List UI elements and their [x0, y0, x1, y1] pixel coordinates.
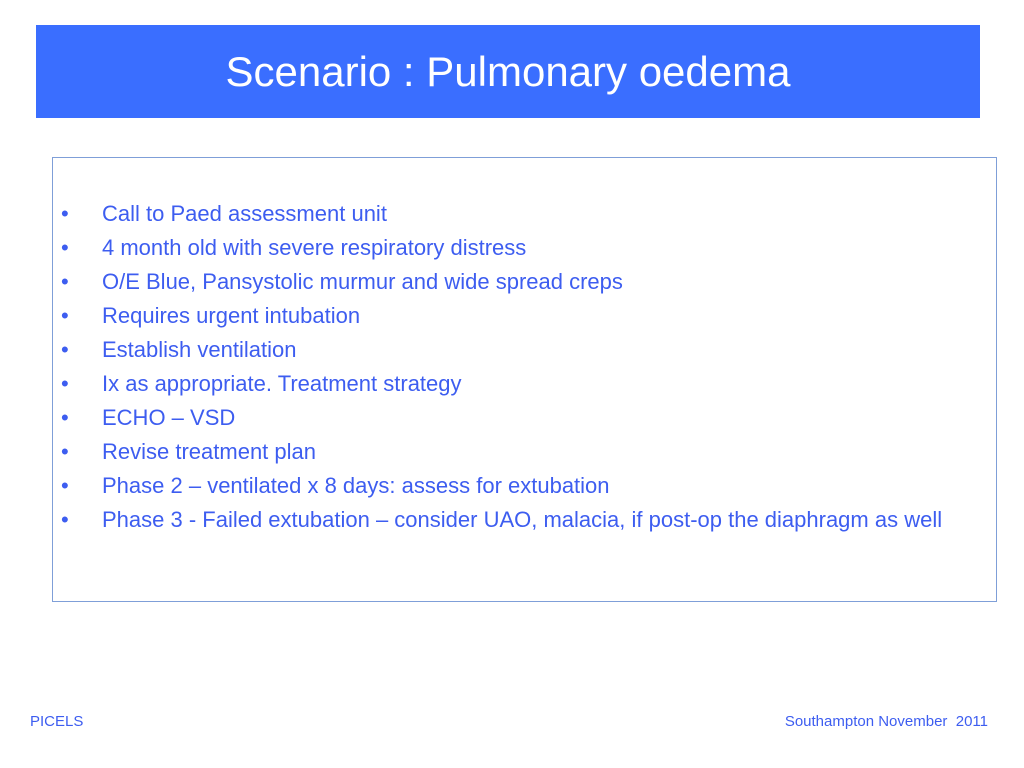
bullet-item	[61, 302, 961, 329]
bullet-glyph: •	[61, 303, 69, 328]
bullet-glyph: •	[61, 337, 69, 362]
bullet-text: 4 month old with severe respiratory distress	[102, 235, 527, 260]
footer-location-date: Southampton November 2011	[784, 713, 988, 730]
bullet-text: Requires urgent intubation	[102, 303, 361, 328]
bullet-item	[61, 438, 961, 465]
bullet-item	[61, 506, 961, 533]
bullet-text: Phase 3 - Failed extubation – consider UAO, malacia, if post-op the diaphragm as well	[102, 507, 943, 532]
bullet-glyph: •	[61, 405, 69, 430]
bullet-item	[61, 404, 961, 431]
bullet-item	[61, 234, 961, 261]
bullet-glyph: •	[61, 371, 69, 396]
bullet-text: O/E Blue, Pansystolic murmur and wide spread creps	[102, 269, 623, 294]
content-box	[52, 157, 997, 602]
bullet-glyph: •	[61, 439, 69, 464]
slide-title: Scenario : Pulmonary oedema	[225, 47, 791, 95]
bullet-text: Phase 2 – ventilated x 8 days: assess for extubation	[102, 473, 610, 498]
bullet-glyph: •	[61, 269, 69, 294]
bullet-item	[61, 370, 961, 397]
bullet-glyph: •	[61, 201, 69, 226]
bullet-item	[61, 336, 961, 363]
bullet-text: Call to Paed assessment unit	[102, 201, 387, 226]
bullet-glyph: •	[61, 507, 69, 532]
bullet-item	[61, 268, 961, 295]
footer-organization: PICELS	[30, 713, 84, 730]
bullet-item	[61, 472, 961, 499]
title-bar	[36, 25, 980, 118]
bullet-item	[61, 200, 961, 227]
bullet-text: ECHO – VSD	[102, 405, 236, 430]
bullet-glyph: •	[61, 473, 69, 498]
bullet-text: Establish ventilation	[102, 337, 297, 362]
bullet-list	[61, 200, 961, 540]
bullet-text: Revise treatment plan	[102, 439, 316, 464]
bullet-glyph: •	[61, 235, 69, 260]
bullet-text: Ix as appropriate. Treatment strategy	[102, 371, 462, 396]
